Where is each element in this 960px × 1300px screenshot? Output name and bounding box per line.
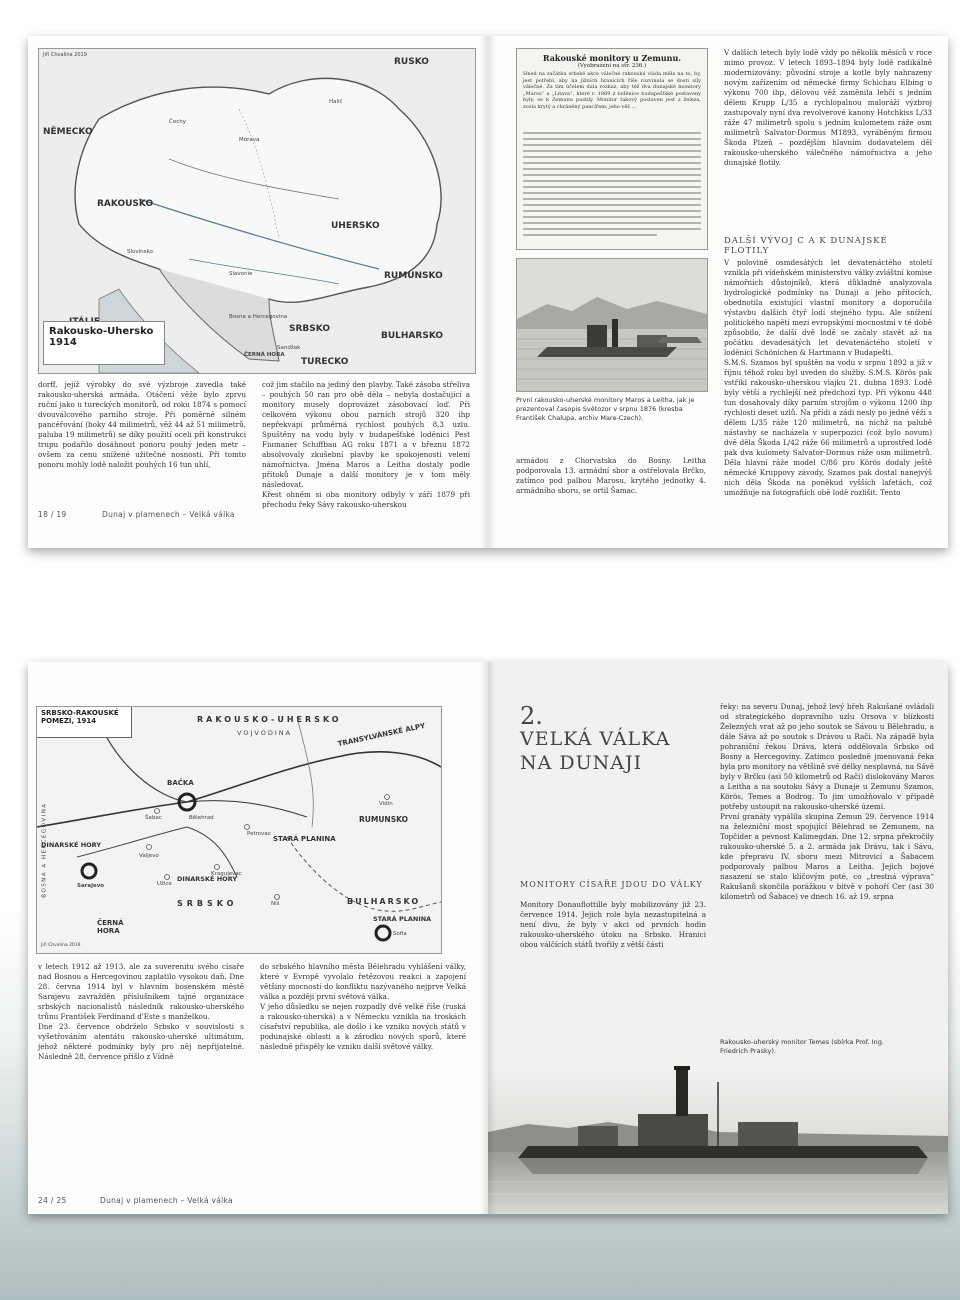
text-col-24b: do srbského hlavního města Bělehradu vyhlášení války, které v Evropě vyvolalo řetězovou reakci a zapojení většiny mocností do konfliktu nazývaného nejprve Velká válka a později první světová válka. V jeho důsledku se nejen rozpadly dvě velké říše (ruská a rakousko-uherská) a v Německu vznikla na troskách císařství republika, ale došlo i ke vzniku nových států v podunajské oblasti a k zárodku nových sporů, které následně přispěly ke vzniku další světové války.: [260, 962, 466, 1051]
engraving-monitors-svg: [517, 259, 707, 391]
map2-label-stara-planina-2: STARÁ PLANINA: [373, 915, 432, 923]
map-label-srbsko: SRBSKO: [289, 324, 330, 334]
footer2-book-title: Dunaj v plamenech – Velká válka: [100, 1196, 233, 1205]
clipping-text-lines: [517, 129, 707, 249]
map-title-box: [43, 321, 165, 365]
spread-bottom: [28, 662, 948, 1214]
footer-book-title: Dunaj v plamenech – Velká válka: [102, 510, 235, 519]
chapter-title-line2: NA DUNAJI: [520, 752, 643, 774]
map-region-slavonie: Slavonie: [229, 271, 253, 277]
map-title-line2: 1914: [49, 337, 77, 348]
chapter-title-line1: VELKÁ VÁLKA: [520, 728, 671, 750]
map-region-slovinsko: Slovinsko: [127, 249, 153, 255]
clipping-text: Hned na začátku srbské akce válečné rakouská vláda měla na to, by, jest potřebí, aby na jižních hranicích říše rozvinula se dosti síly válečné. Za tím účelem dala rozkaz, aby též dva dunajské monitory „Maros“ a „Litava“, které r. 1869 z loděnice budapešťské postaveny byly, se k Zemunu pustily. Monitor takový postaven jest z železa, zcela krytý a chráněný pancířem; jeho věž ...: [523, 71, 701, 110]
text-col-25a: Monitory Donauflottille byly mobilizovány již 23. července 1914. Jejich role byla nezastupitelná a není divu, že byly v akci od prvních hodin rakousko-uherského útoku na Srbsko. Hranici obou válčících států tvořily z větší části: [520, 900, 706, 949]
page-18: [28, 36, 488, 548]
map2-label-bulharsko: BULHARSKO: [347, 897, 421, 906]
map2-city-valjevo: Valjevo: [139, 853, 159, 859]
map2-credit: Jiří Chvalina 2019: [41, 943, 81, 948]
map-region-bosna: Bosna a Hercegovina: [229, 314, 288, 320]
engraving-monitors: [516, 258, 708, 392]
map2-city-vidin: Vidin: [379, 801, 393, 807]
page-19: [488, 36, 948, 548]
map-region-cechy: Čechy: [169, 119, 186, 125]
gutter-bottom: [480, 662, 496, 1214]
text-col-18b: což jim stačilo na jediný den plavby. Také zásoba střeliva – pouhých 50 ran pro obě děla – nebyla dostačující a monitory musely doprovázet zásobovací loď. Při celkovém výkonu obou parních strojů 320 ihp nepřekvapí průměrná rychlost pouhých 8,3 uzlu. Spuštěny na vodu byly v budapešťské loděnici Pest Fiumaner Schiffbau AG roku 1871 a v březnu 1872 absolvovaly zkušební plavby ke spokojenosti velení námořnictva. Jména Maros a Leitha dostaly podle přítoků Dunaje a další monitory je v tom měly následovat. Křest ohněm si oba monitory odbyly v září 1879 při přechodu řeky Sávy rakousko-uherskou: [262, 380, 470, 509]
gutter-top: [480, 36, 496, 548]
map2-title-line2: POMEZÍ, 1914: [41, 717, 97, 725]
map-label-nemecko: NĚMECKO: [43, 127, 93, 137]
map2-label-stara-planina-1: STARÁ PLANINA: [273, 835, 336, 843]
text-col-18a: dorff, jejíž výrobky do své výzbroje zavedla také rakousko-uherská armáda. Otáčení věže bylo zprvu ruční jako u tureckých monitorů, od roku 1874 s pomocí dvouválcového parního stroje. Při poměrně silném pancéřování (boky 44 milimetrů, věž 44 až 51 milimetrů, paluba 19 milimetrů) se díky použití oceli při konstrukci trupu podařilo dosáhnout ponoru pouhý jeden metr – ovšem za cenu snížené užitečné nosnosti. Při tomto ponoru mohly lodě naložit pouhých 16 tun uhlí,: [38, 380, 246, 469]
map2-label-dinarske-hory-1: DINARSKÉ HORY: [41, 841, 102, 849]
map-region-sandzak: Sandžak: [277, 345, 301, 351]
map-label-cerna-hora: ČERNÁ HORA: [244, 352, 285, 358]
photo-monitor-temes-svg: [488, 1062, 948, 1214]
map-austria-hungary: [38, 48, 476, 374]
map2-label-dinarske-hory-2: DINARSKÉ HORY: [177, 875, 238, 883]
page-24: [28, 662, 488, 1214]
map-title-line1: Rakousko-Uhersko: [49, 326, 154, 337]
map2-label-srbsko: SRBSKO: [177, 899, 238, 908]
text-col-19a: armádou z Chorvatska do Bosny. Leitha podporovala 13. armádní sbor a ostřelovala Brčko, zatímco pod palbou Marosu, krytého jednotky 4. armádního sboru, se ortil Šamac.: [516, 456, 706, 495]
map-label-rusko: RUSKO: [394, 57, 429, 67]
photo-monitor-temes: [488, 1062, 948, 1214]
map2-label-bosna: BOSNA A HERCEGOVINA: [41, 802, 48, 898]
map2-city-sarajevo: Sarajevo: [77, 883, 105, 889]
map2-label-rumunsko: RUMUNSKO: [359, 815, 408, 824]
map2-title-box: [37, 707, 132, 738]
map2-title-line1: SRBSKO-RAKOUSKÉ: [41, 709, 119, 717]
footer2-page-number: 24 / 25: [38, 1196, 67, 1205]
clipping-subtitle: (Vyobrazení na str. 236.): [577, 63, 647, 69]
map2-label-backa: BAČKA: [167, 779, 194, 787]
footer-page-number: 18 / 19: [38, 510, 67, 519]
map2-city-petrovac: Petrovac: [247, 831, 271, 837]
engraving-caption: První rakousko-uherské monitory Maros a Leitha, jak je prezentoval časopis Světozor v srpnu 1876 (kresba František Chalupa, archiv Mare-Czech).: [516, 396, 695, 422]
section-heading-monitory: MONITORY CÍSAŘE JDOU DO VÁLKY: [520, 880, 703, 889]
clipping-title: Rakouské monitory u Zemunu.: [542, 53, 682, 63]
map2-label-transylvanske-alpy: TRANSYLVÁNSKÉ ALPY: [337, 721, 426, 749]
map2-city-sabac: Šabac: [145, 815, 162, 821]
map-label-rakousko: RAKOUSKO: [97, 199, 154, 209]
map-region-morava: Morava: [239, 137, 260, 143]
map2-city-uzice: Užice: [157, 881, 172, 887]
text-col-24a: v letech 1912 až 1913, ale za suverenitu svého císaře nad Bosnou a Hercegovinou zaplatilo vysokou daň. Dne 28. června 1914 byl v hlavním bosenském městě Sarajevu zavražděn příslušníkem tajné organizace srbských nacionalistů následník rakousko-uherského trůnu František Ferdinand d'Este s manželkou. Dne 23. července obdrželo Srbsko v souvislosti s vyšetřováním atentátu rakousko-uherské ultimátum, jehož některé podmínky byly pro něj nepřijatelné. Následně 28. července přišlo z Vídně: [38, 962, 244, 1061]
text-col-19b-bottom: V polovině osmdesátých let devatenáctého století vznikla při vídeňském ministerstvu války zvláštní komise námořních důstojníků, která důkladně analyzovala hydrologické podmínky na Dunaji a jeho přítocích, obednotila existující vlastní monitory a doporučila výstavbu dalších čtyř lodí stejného typu. Ale snížení politického napětí mezi evropskými mocnostmi v té době způsobilo, že další dvě lodě se začaly stavět až na počátku devadesátých let devatenáctého století v loděnici Schönichen & Hartmann v Budapešti. S.M.S. Szamos byl spuštěn na vodu v srpnu 1892 a již v říjnu téhož roku byl uveden do služby. S.M.S. Körös pak vstřikl rakousko-uherskou vlajku 21. dubna 1893. Lodě byly větší a rychlejší než předchozí typ. Při výkonu 448 tun dosahovaly díky parním strojům o výkonu 1200 ihp rychlosti deset uzlů. Na přídi a zádi nesly po jedné věži s dělem L/35 ráže 120 milimetrů, na nichž na palubě nástavby se nacházela v superpozici (což bylo novum) dvě děla Škoda L/42 ráže 66 milimetrů a uprostřed lodě pak dva kulomety Salvator-Dormus ráže osm milimetrů. Děla hlavní ráže model C/86 pro Körös dodaly ještě německé Kruppovy závody, Szamos pak dostal nanejvýš nich děla Škoda na poněkud vyšších lafetách, což umožňuje na fotografiích obě lodě rozlišit. Tento: [724, 258, 932, 497]
text-col-25b: řeky: na severu Dunaj, jehož levý břeh Rakušané ovládali od strategického dopravního uzlu Orsova v blízkosti Železných vrat až po jeho soutok se Sávou u Bělehradu, a dále Sáva až po soutok s Drávou u Rači. Na západě byla pohraniční řekou Dráva, která oddělovala Srbsko od Bosny a Hercegoviny. Zatímco posledně jmenovaná řeka byla pro monitory na většině své délky nesplavná, na Sávě byly v Brčku (asi 50 kilometrů od Rači) dislokovány Maros a Leitha a na soutoku Sávy a Dunaje u Zemunu Szamos, Körös, Temes a Bodrog. To jim umožňovalo v případě potřeby ustoupit na rakousko-uherské území. První granáty vypálila skupina Zemun 29. července 1914 na železniční most spojující Bělehrad se Zemunem, na Topčider a pevnost Kalimegdan. Dne 12. srpna překročily rakousko-uherské 5. a 2. armáda jak Drávu, tak i Sávu, kde přepravu IV. sboru mezi Mitrovicí a Šabacem podporovaly palbou Maros a Leitha. Jejich bojové nasazení se stalo klíčovým poté, co „trestná výprava“ Rakušanů skončila porážkou v bitvě v pohoří Cer (asi 30 kilometrů od Šabace) ve dnech 16. až 19. srpna: [720, 702, 934, 901]
map2-city-sofia: Sofia: [393, 931, 407, 937]
monitor-temes-caption: Rakousko-uherský monitor Temes (sbírka Prof. Ing. Friedrich Prasky).: [720, 1038, 884, 1055]
chapter-number: 2.: [520, 702, 543, 730]
map-label-turecko: TURECKO: [301, 357, 349, 367]
map2-city-belehrad: Bělehrad: [189, 815, 214, 821]
map-label-rumunsko: RUMUNSKO: [384, 271, 443, 281]
map-credit: Jiří Chvalina 2019: [43, 52, 87, 58]
map-label-bulharsko: BULHARSKO: [381, 331, 444, 341]
map-region-halic: Halič: [329, 99, 343, 105]
map2-label-vojvodina: VOJVODINA: [237, 729, 293, 737]
map2-city-nis: Niš: [271, 901, 280, 907]
map2-label-rakousko-uhersko: RAKOUSKO-UHERSKO: [197, 715, 342, 724]
spread-top: [28, 36, 948, 548]
map-serbian-border: [36, 706, 442, 954]
text-col-19b-top: V dalších letech byly lodě vždy po několik měsíců v roce mimo provoz. V letech 1893–1894 byly lodě radikálně modernizovány: původní stroje a kotle byly nahrazeny novým zařízením od německé firmy Schichau Elbing o výkonu 700 ihp, dělovou věž zaměnila lehčí s jedním dělem Krupp L/35 a rychlopalnou maloráží výzbroj zastupovaly nyní dva revolverové kanony Hotchkiss L/33 ráže 47 milimetrů spolu s jedním kulometem ráže osm milimetrů Salvator-Dormus M1893, vyráběným firmou Škoda Plzeň – pozdějším hlavním dodavatelem děl rakousko-uherského válečného námořnictva a jeho dunajské flotily.: [724, 48, 932, 167]
map-label-uhersko: UHERSKO: [331, 221, 380, 231]
page-25: [488, 662, 948, 1214]
section-heading-dalsi-vyvoj: DALŠÍ VÝVOJ C A K DUNAJSKÉ FLOTILY: [724, 236, 888, 256]
newspaper-clipping: [516, 48, 708, 250]
map2-label-cerna-hora: ČERNÁ HORA: [97, 919, 124, 935]
map2-city-kragujevac: Kragujevac: [211, 871, 242, 877]
